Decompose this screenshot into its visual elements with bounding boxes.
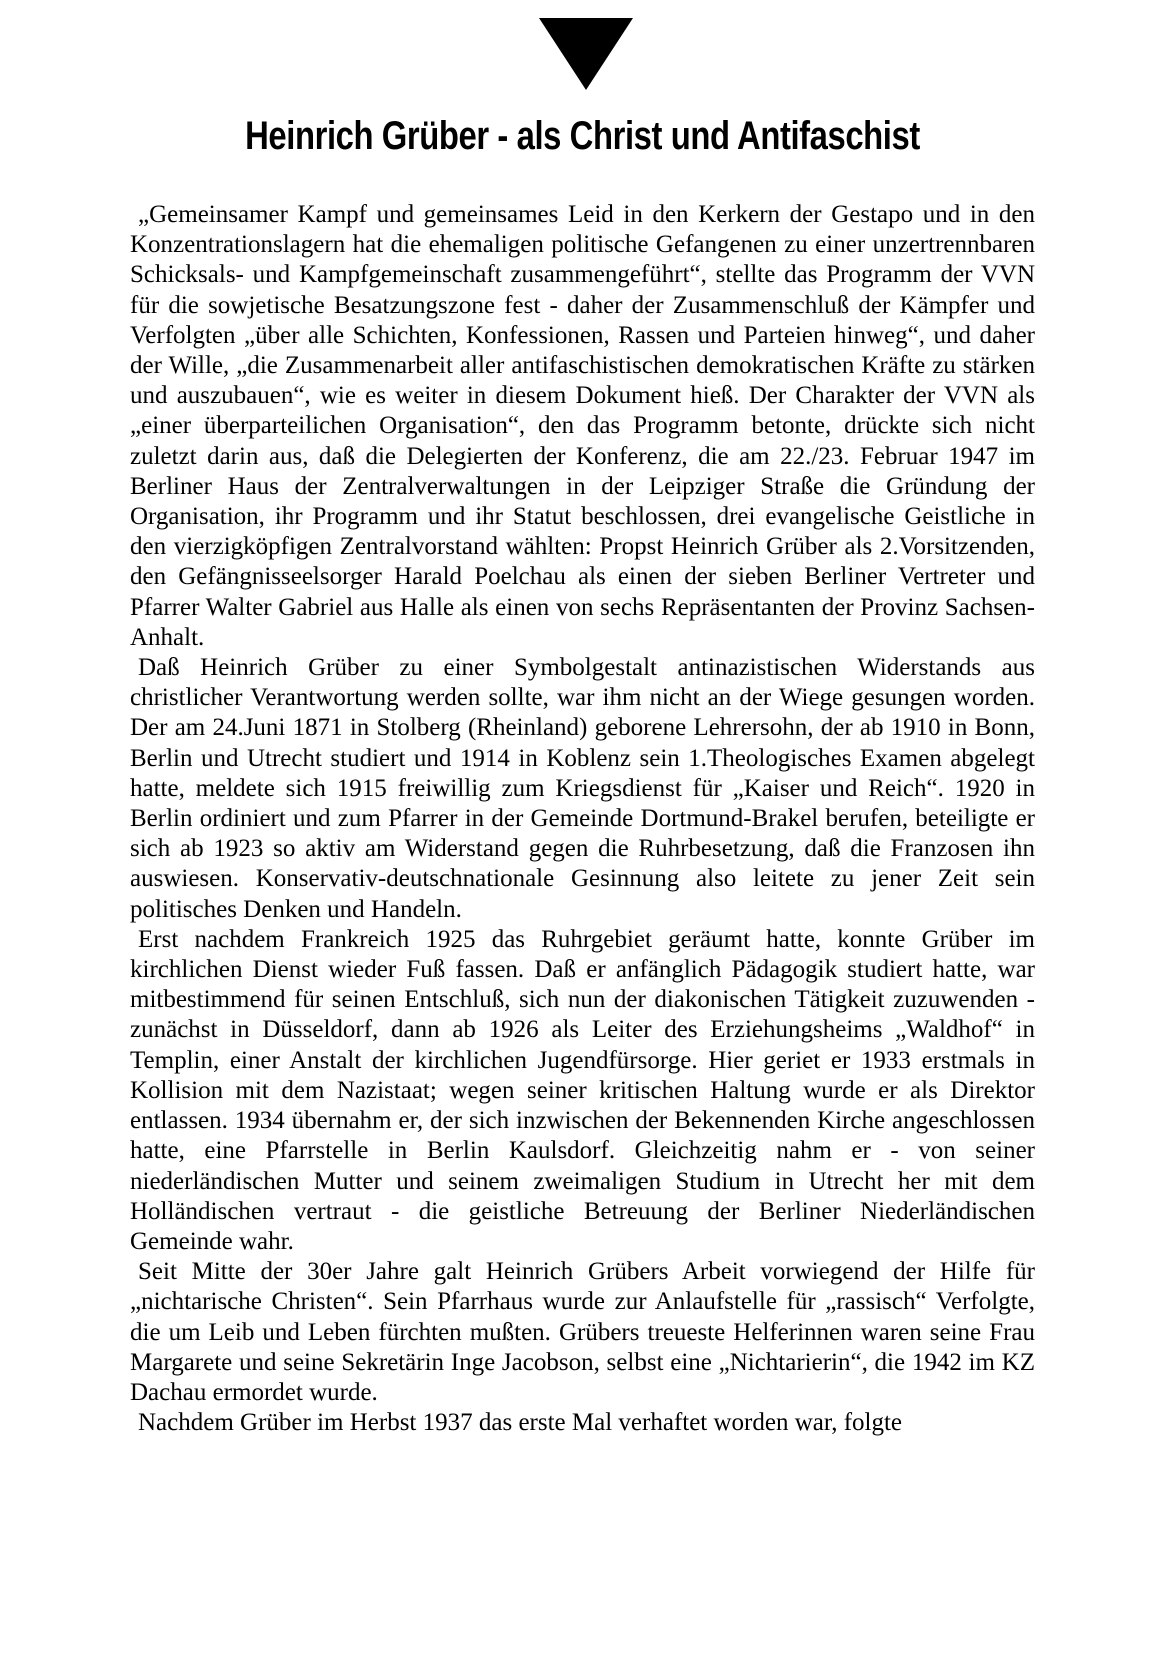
- paragraph-1: „Gemeinsamer Kampf und gemeinsames Leid in den Kerkern der Gestapo und in den Konzentrationslagern hat die ehemaligen politische Gefangenen zu einer unzertrennbaren Schicksals- und Kampfgemeinschaft zusammengeführt“, stellte das Programm der VVN für die sowjetische Besatzungszone fest - daher der Zusammenschluß der Kämpfer und Verfolgten „über alle Schichten, Konfessionen, Rassen und Parteien hinweg“, und daher der Wille, „die Zusammenarbeit aller antifaschistischen demokratischen Kräfte zu stärken und auszubauen“, wie es weiter in diesem Dokument hieß. Der Charakter der VVN als „einer überparteilichen Organisation“, den das Programm betonte, drückte sich nicht zuletzt darin aus, daß die Delegierten der Konferenz, die am 22./23. Februar 1947 im Berliner Haus der Zentralverwaltungen in der Leipziger Straße die Gründung der Organisation, ihr Programm und ihr Statut beschlossen, drei evangelische Geistliche in den vierzigköpfigen Zentralvorstand wählten: Propst Heinrich Grüber als 2.Vorsitzenden, den Gefängnisseelsorger Harald Poelchau als einen der sieben Berliner Vertreter und Pfarrer Walter Gabriel aus Halle als einen von sechs Repräsentanten der Provinz Sachsen-Anhalt.: [130, 201, 1035, 651]
- paragraph-5: Nachdem Grüber im Herbst 1937 das erste Mal verhaftet worden war, folgte: [138, 1409, 903, 1437]
- paragraph-3: Erst nachdem Frankreich 1925 das Ruhrgebiet geräumt hatte, konnte Grüber im kirchlichen Dienst wieder Fuß fassen. Daß er anfänglich Pädagogik studiert hatte, war mitbestimmend für seinen Entschluß, sich nun der diakonischen Tätigkeit zuzuwenden - zunächst in Düsseldorf, dann ab 1926 als Leiter des Erziehungsheims „Waldhof“ in Templin, einer Anstalt der kirchlichen Jugendfürsorge. Hier geriet er 1933 erstmals in Kollision mit dem Nazistaat; wegen seiner kritischen Haltung wurde er als Direktor entlassen. 1934 übernahm er, der sich inzwischen der Bekennenden Kirche angeschlossen hatte, eine Pfarrstelle in Berlin Kaulsdorf. Gleichzeitig nahm er - von seiner niederländischen Mutter und seinem zweimaligen Studium in Utrecht her mit dem Holländischen vertraut - die geistliche Betreuung der Berliner Niederländischen Gemeinde wahr.: [130, 925, 1035, 1255]
- page-title: Heinrich Grüber - als Christ und Antifaschist: [245, 114, 920, 158]
- paragraph-4: Seit Mitte der 30er Jahre galt Heinrich Grübers Arbeit vorwiegend der Hilfe für „nichtarische Christen“. Sein Pfarrhaus wurde zur Anlaufstelle für „rassisch“ Verfolgte, die um Leib und Leben fürchten mußten. Grübers treueste Helferinnen waren seine Frau Margarete und seine Sekretärin Inge Jacobson, selbst eine „Nichtarierin“, die 1942 im KZ Dachau ermordet wurde.: [130, 1258, 1035, 1406]
- black-triangle-icon: [539, 18, 633, 90]
- paragraph-2: Daß Heinrich Grüber zu einer Symbolgestalt antinazistischen Widerstands aus christlicher Verantwortung werden sollte, war ihm nicht an der Wiege gesungen worden. Der am 24.Juni 1871 in Stolberg (Rheinland) geborene Lehrersohn, der ab 1910 in Bonn, Berlin und Utrecht studiert und 1914 in Koblenz sein 1.Theologisches Examen abgelegt hatte, meldete sich 1915 freiwillig zum Kriegsdienst für „Kaiser und Reich“. 1920 in Berlin ordiniert und zum Pfarrer in der Gemeinde Dortmund-Brakel berufen, beteiligte er sich ab 1923 so aktiv am Widerstand gegen die Ruhrbesetzung, daß die Franzosen ihn auswiesen. Konservativ-deutschnationale Gesinnung also leitete zu jener Zeit sein politisches Denken und Handeln.: [130, 654, 1035, 923]
- article-body: [130, 200, 1035, 1438]
